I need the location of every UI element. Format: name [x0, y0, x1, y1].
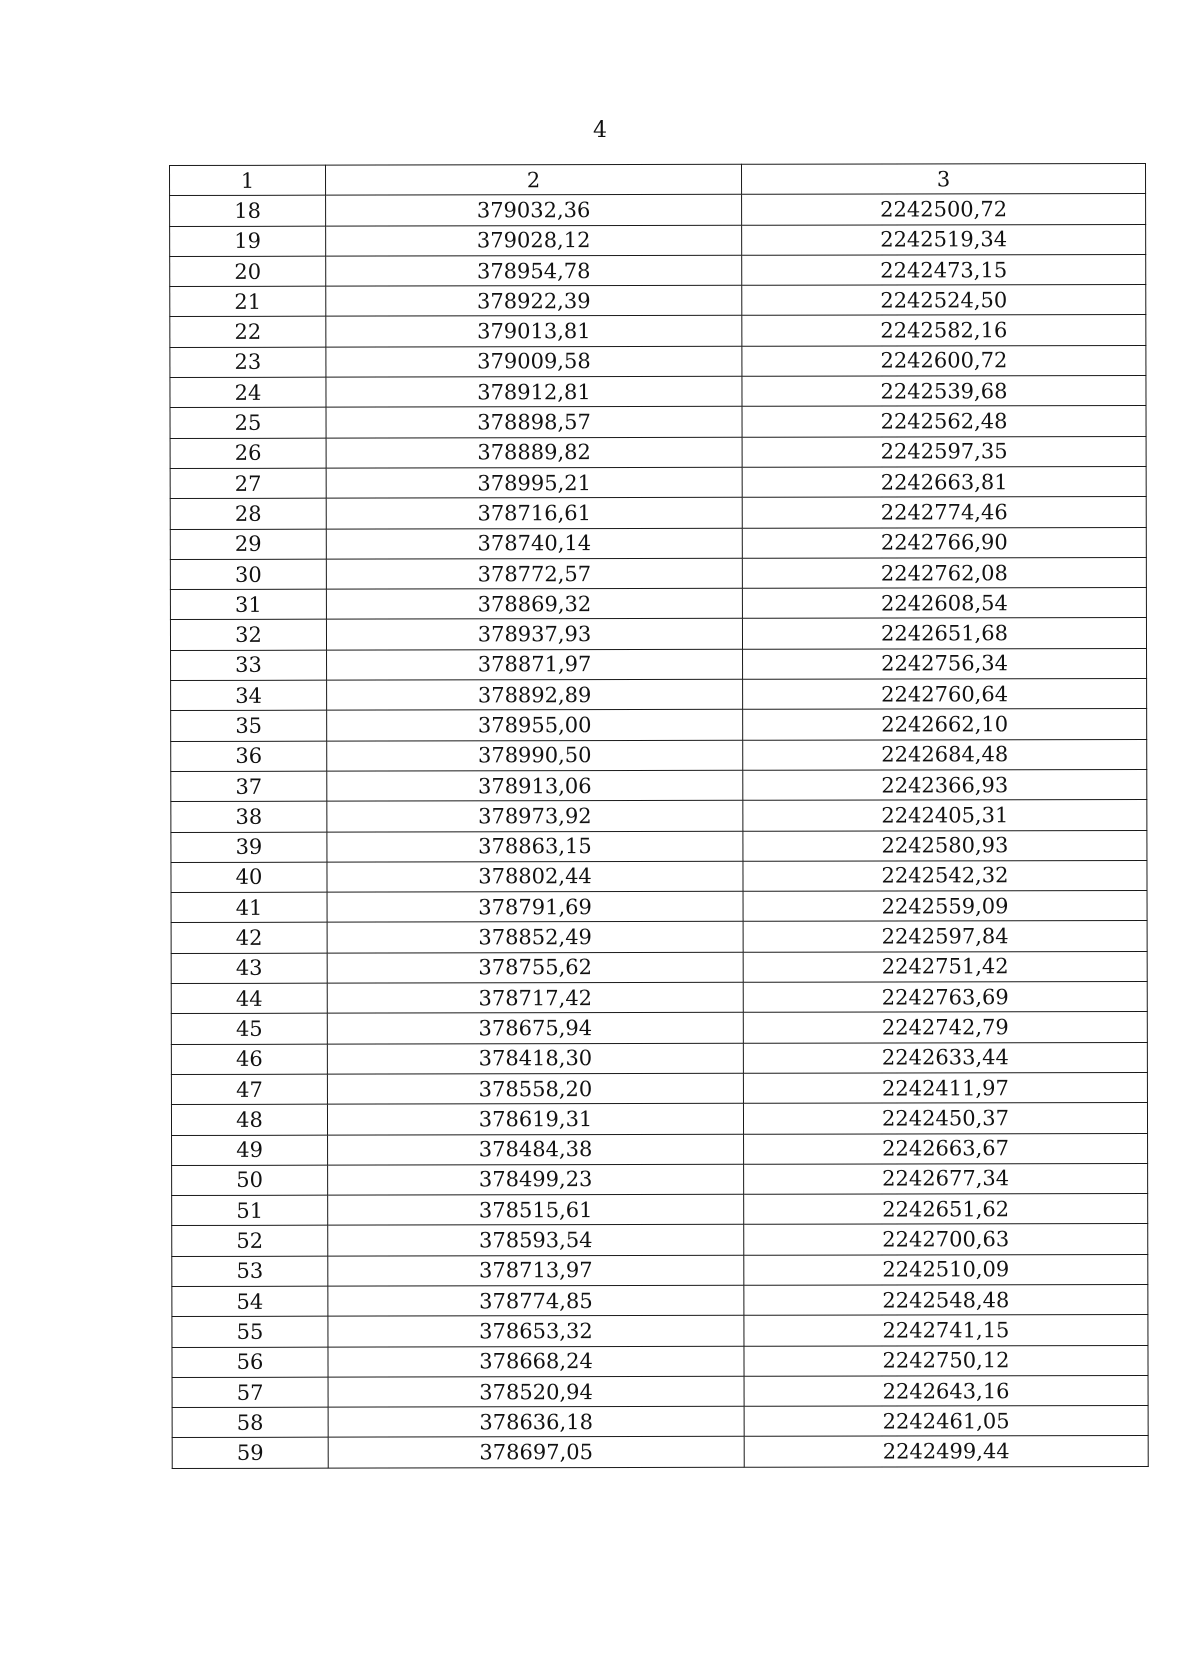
x-coordinate-cell: 378755,62 — [327, 952, 743, 983]
table-row — [170, 436, 1146, 468]
x-coordinate-cell: 378675,94 — [327, 1013, 743, 1044]
table-row — [172, 1224, 1148, 1256]
page-number: 4 — [593, 118, 607, 143]
x-coordinate-cell: 378912,81 — [326, 376, 742, 407]
x-coordinate-cell: 378852,49 — [327, 922, 743, 953]
point-number-cell: 29 — [170, 529, 326, 560]
table-header-row — [170, 163, 1146, 195]
x-coordinate-cell: 378937,93 — [326, 619, 742, 650]
x-coordinate-cell: 378713,97 — [328, 1255, 744, 1286]
table-row — [170, 376, 1146, 408]
x-coordinate-cell: 378774,85 — [328, 1285, 744, 1316]
x-coordinate-cell: 378484,38 — [328, 1134, 744, 1165]
x-coordinate-cell: 378898,57 — [326, 407, 742, 438]
y-coordinate-cell: 2242519,34 — [742, 224, 1146, 255]
y-coordinate-cell: 2242741,15 — [744, 1315, 1148, 1346]
y-coordinate-cell: 2242411,97 — [743, 1072, 1147, 1103]
x-coordinate-cell: 378955,00 — [327, 710, 743, 741]
table-row — [170, 527, 1146, 559]
x-coordinate-cell: 378619,31 — [327, 1104, 743, 1135]
point-number-cell: 44 — [171, 983, 327, 1014]
y-coordinate-cell: 2242548,48 — [744, 1284, 1148, 1315]
point-number-cell: 52 — [172, 1226, 328, 1257]
point-number-cell: 48 — [171, 1104, 327, 1135]
x-coordinate-cell: 378990,50 — [327, 740, 743, 771]
table-row — [170, 224, 1146, 256]
y-coordinate-cell: 2242473,15 — [742, 254, 1146, 285]
table-row — [172, 1375, 1148, 1407]
coordinates-table — [169, 163, 1149, 1469]
y-coordinate-cell: 2242766,90 — [742, 527, 1146, 558]
point-number-cell: 58 — [172, 1407, 328, 1438]
y-coordinate-cell: 2242600,72 — [742, 345, 1146, 376]
y-coordinate-cell: 2242633,44 — [743, 1042, 1147, 1073]
y-coordinate-cell: 2242510,09 — [744, 1254, 1148, 1285]
x-coordinate-cell: 378892,89 — [327, 679, 743, 710]
point-number-cell: 37 — [171, 771, 327, 802]
y-coordinate-cell: 2242751,42 — [743, 951, 1147, 982]
table-row — [171, 830, 1147, 862]
table-row — [172, 1194, 1148, 1226]
x-coordinate-cell: 378653,32 — [328, 1316, 744, 1347]
y-coordinate-cell: 2242562,48 — [742, 406, 1146, 437]
y-coordinate-cell: 2242450,37 — [743, 1103, 1147, 1134]
y-coordinate-cell: 2242524,50 — [742, 285, 1146, 316]
y-coordinate-cell: 2242663,67 — [744, 1133, 1148, 1164]
x-coordinate-cell: 378954,78 — [326, 255, 742, 286]
point-number-cell: 54 — [172, 1286, 328, 1317]
point-number-cell: 51 — [172, 1195, 328, 1226]
x-coordinate-cell: 378913,06 — [327, 770, 743, 801]
table-row — [172, 1436, 1148, 1468]
point-number-cell: 34 — [171, 680, 327, 711]
table-row — [170, 618, 1146, 650]
point-number-cell: 18 — [170, 195, 326, 226]
point-number-cell: 50 — [172, 1165, 328, 1196]
y-coordinate-cell: 2242684,48 — [743, 739, 1147, 770]
x-coordinate-cell: 378668,24 — [328, 1346, 744, 1377]
table-row — [170, 497, 1146, 529]
table-row — [172, 1133, 1148, 1165]
table-row — [171, 679, 1147, 711]
table-row — [170, 345, 1146, 377]
x-coordinate-cell: 378871,97 — [327, 649, 743, 680]
y-coordinate-cell: 2242366,93 — [743, 769, 1147, 800]
table-row — [171, 981, 1147, 1013]
point-number-cell: 41 — [171, 892, 327, 923]
table-row — [170, 194, 1146, 226]
point-number-cell: 40 — [171, 862, 327, 893]
y-coordinate-cell: 2242500,72 — [742, 194, 1146, 225]
point-number-cell: 43 — [171, 953, 327, 984]
point-number-cell: 20 — [170, 256, 326, 287]
point-number-cell: 39 — [171, 832, 327, 863]
header-cell-3: 3 — [741, 163, 1145, 194]
point-number-cell: 32 — [170, 620, 326, 651]
x-coordinate-cell: 378772,57 — [326, 558, 742, 589]
x-coordinate-cell: 378995,21 — [326, 467, 742, 498]
x-coordinate-cell: 378791,69 — [327, 891, 743, 922]
table-row — [170, 254, 1146, 286]
point-number-cell: 46 — [171, 1044, 327, 1075]
y-coordinate-cell: 2242756,34 — [743, 648, 1147, 679]
table-body — [170, 163, 1149, 1468]
table-row — [172, 1163, 1148, 1195]
table-row — [170, 466, 1146, 498]
x-coordinate-cell: 378802,44 — [327, 861, 743, 892]
y-coordinate-cell: 2242760,64 — [743, 679, 1147, 710]
table-row — [171, 1012, 1147, 1044]
x-coordinate-cell: 378636,18 — [328, 1406, 744, 1437]
point-number-cell: 25 — [170, 408, 326, 439]
x-coordinate-cell: 378558,20 — [327, 1073, 743, 1104]
point-number-cell: 47 — [171, 1074, 327, 1105]
y-coordinate-cell: 2242774,46 — [742, 497, 1146, 528]
y-coordinate-cell: 2242651,68 — [742, 618, 1146, 649]
y-coordinate-cell: 2242750,12 — [744, 1345, 1148, 1376]
y-coordinate-cell: 2242643,16 — [744, 1375, 1148, 1406]
point-number-cell: 45 — [171, 1013, 327, 1044]
table-row — [171, 1072, 1147, 1104]
table-row — [171, 709, 1147, 741]
table-row — [172, 1315, 1148, 1347]
point-number-cell: 49 — [172, 1135, 328, 1166]
table-row — [171, 769, 1147, 801]
point-number-cell: 21 — [170, 286, 326, 317]
point-number-cell: 26 — [170, 438, 326, 469]
table-row — [171, 739, 1147, 771]
y-coordinate-cell: 2242677,34 — [744, 1163, 1148, 1194]
table-row — [172, 1406, 1148, 1438]
point-number-cell: 24 — [170, 377, 326, 408]
y-coordinate-cell: 2242405,31 — [743, 800, 1147, 831]
x-coordinate-cell: 378922,39 — [326, 285, 742, 316]
x-coordinate-cell: 378520,94 — [328, 1376, 744, 1407]
point-number-cell: 22 — [170, 317, 326, 348]
point-number-cell: 38 — [171, 801, 327, 832]
x-coordinate-cell: 378869,32 — [326, 588, 742, 619]
point-number-cell: 53 — [172, 1256, 328, 1287]
y-coordinate-cell: 2242763,69 — [743, 981, 1147, 1012]
point-number-cell: 59 — [172, 1438, 328, 1469]
table-row — [171, 921, 1147, 953]
table-row — [172, 1254, 1148, 1286]
y-coordinate-cell: 2242542,32 — [743, 860, 1147, 891]
table-row — [170, 406, 1146, 438]
point-number-cell: 31 — [170, 589, 326, 620]
point-number-cell: 27 — [170, 468, 326, 499]
y-coordinate-cell: 2242700,63 — [744, 1224, 1148, 1255]
x-coordinate-cell: 378863,15 — [327, 831, 743, 862]
point-number-cell: 57 — [172, 1377, 328, 1408]
point-number-cell: 33 — [171, 650, 327, 681]
point-number-cell: 35 — [171, 711, 327, 742]
x-coordinate-cell: 379009,58 — [326, 346, 742, 377]
table-row — [171, 951, 1147, 983]
y-coordinate-cell: 2242597,84 — [743, 921, 1147, 952]
x-coordinate-cell: 378418,30 — [327, 1043, 743, 1074]
y-coordinate-cell: 2242608,54 — [742, 588, 1146, 619]
x-coordinate-cell: 378697,05 — [328, 1437, 744, 1468]
x-coordinate-cell: 378716,61 — [326, 498, 742, 529]
x-coordinate-cell: 379032,36 — [326, 195, 742, 226]
y-coordinate-cell: 2242662,10 — [743, 709, 1147, 740]
y-coordinate-cell: 2242663,81 — [742, 466, 1146, 497]
y-coordinate-cell: 2242582,16 — [742, 315, 1146, 346]
x-coordinate-cell: 378740,14 — [326, 528, 742, 559]
header-cell-2: 2 — [326, 164, 742, 195]
table-row — [171, 1103, 1147, 1135]
table-row — [170, 285, 1146, 317]
x-coordinate-cell: 378499,23 — [328, 1164, 744, 1195]
y-coordinate-cell: 2242539,68 — [742, 376, 1146, 407]
y-coordinate-cell: 2242461,05 — [744, 1406, 1148, 1437]
table-row — [172, 1345, 1148, 1377]
point-number-cell: 56 — [172, 1347, 328, 1378]
point-number-cell: 19 — [170, 226, 326, 257]
point-number-cell: 23 — [170, 347, 326, 378]
x-coordinate-cell: 378515,61 — [328, 1194, 744, 1225]
table-row — [171, 648, 1147, 680]
x-coordinate-cell: 378717,42 — [327, 982, 743, 1013]
y-coordinate-cell: 2242559,09 — [743, 891, 1147, 922]
y-coordinate-cell: 2242597,35 — [742, 436, 1146, 467]
x-coordinate-cell: 378889,82 — [326, 437, 742, 468]
table-row — [171, 800, 1147, 832]
x-coordinate-cell: 378973,92 — [327, 801, 743, 832]
y-coordinate-cell: 2242499,44 — [744, 1436, 1148, 1467]
x-coordinate-cell: 378593,54 — [328, 1225, 744, 1256]
y-coordinate-cell: 2242762,08 — [742, 557, 1146, 588]
y-coordinate-cell: 2242651,62 — [744, 1194, 1148, 1225]
table-row — [170, 588, 1146, 620]
table-row — [171, 1042, 1147, 1074]
point-number-cell: 30 — [170, 559, 326, 590]
y-coordinate-cell: 2242580,93 — [743, 830, 1147, 861]
table-row — [171, 891, 1147, 923]
x-coordinate-cell: 379028,12 — [326, 225, 742, 256]
table-row — [170, 557, 1146, 589]
point-number-cell: 36 — [171, 741, 327, 772]
table-row — [172, 1284, 1148, 1316]
point-number-cell: 42 — [171, 923, 327, 954]
point-number-cell: 55 — [172, 1316, 328, 1347]
x-coordinate-cell: 379013,81 — [326, 316, 742, 347]
table-row — [171, 860, 1147, 892]
table-row — [170, 315, 1146, 347]
y-coordinate-cell: 2242742,79 — [743, 1012, 1147, 1043]
header-cell-1: 1 — [170, 165, 326, 196]
point-number-cell: 28 — [170, 498, 326, 529]
